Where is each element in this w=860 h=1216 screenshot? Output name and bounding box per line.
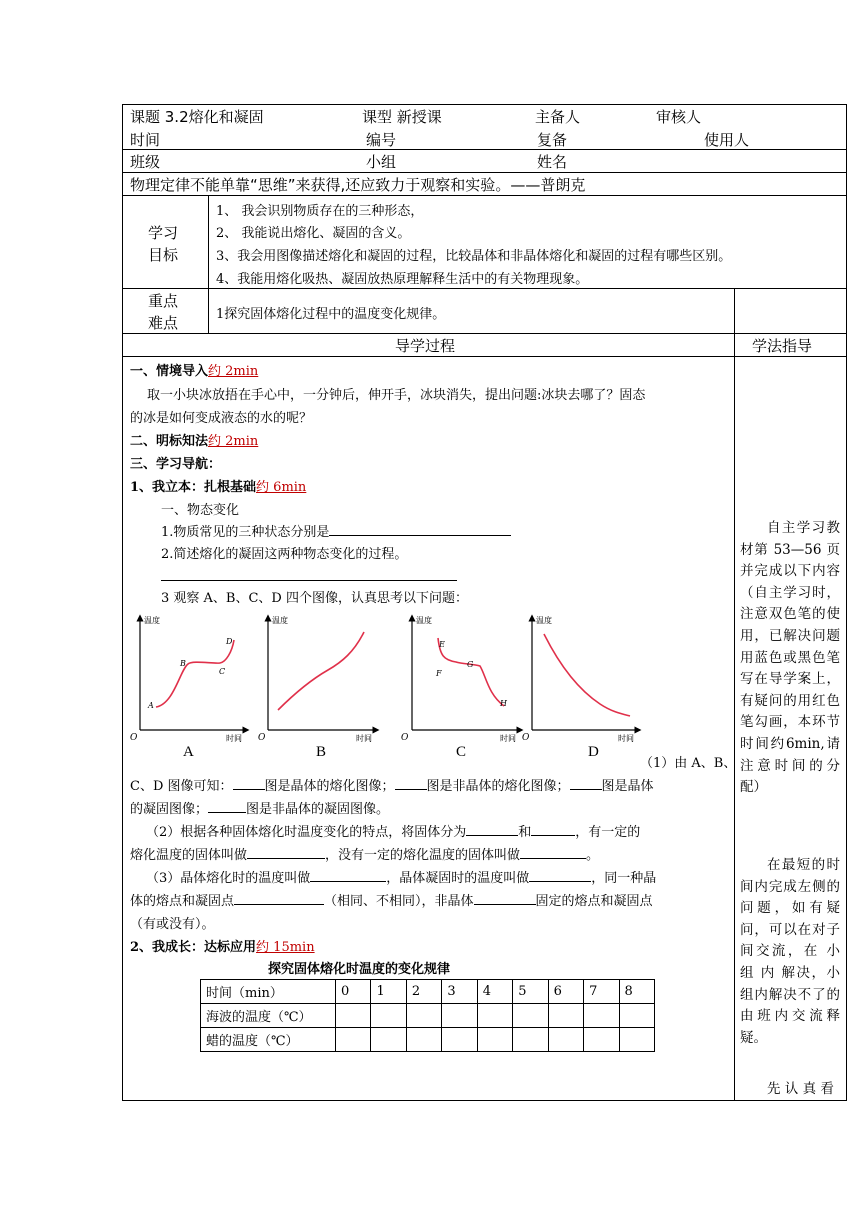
sidebar-guide-2: 在最短的时间内完成左侧的问题，如有疑问，可以在对子间交流，在 小 组 内 解决，小组内解决不了的由班内交流释疑。 [740, 857, 840, 1046]
table-cell[interactable] [336, 1028, 371, 1052]
q3-1-l2d: 图是晶体 [601, 779, 654, 794]
header-class: 班级 [130, 153, 161, 171]
answer-blank[interactable] [520, 858, 586, 859]
chart-d-ylabel: 温度 [536, 616, 552, 625]
table-cell[interactable] [406, 1004, 441, 1028]
section-apply-title: 2、我成长：达标应用 [130, 940, 257, 955]
answer-blank[interactable] [395, 789, 427, 790]
table-cell[interactable] [477, 1004, 512, 1028]
grid-sidebar-col [734, 288, 735, 1101]
table-cell[interactable] [477, 1028, 512, 1052]
q3-1-line3 [130, 798, 389, 817]
table-cell[interactable] [619, 1004, 655, 1028]
chart-c-point-e: E [439, 640, 445, 649]
table-header-cell: 2 [406, 980, 441, 1004]
q3-3-b: ，晶体凝固时的温度叫做 [386, 871, 530, 886]
q3-2-b: 和 [518, 825, 532, 840]
answer-blank[interactable] [208, 812, 246, 813]
table-header-cell: 时间（min） [201, 980, 336, 1004]
goals-label-1: 学习 [148, 224, 179, 242]
chart-c-point-h: H [500, 699, 507, 708]
grid-h3 [122, 195, 847, 196]
q3-1-l3b: 图是非晶体的凝固图像。 [246, 802, 390, 817]
section-nav: 三、学习导航： [130, 457, 222, 472]
table-cell[interactable] [336, 1004, 371, 1028]
header-author: 主备人 [535, 108, 581, 126]
table-cell[interactable] [548, 1004, 583, 1028]
answer-blank[interactable] [247, 858, 325, 859]
chart-d-origin: O [522, 733, 530, 743]
chart-b-caption: B [316, 744, 327, 760]
table-cell[interactable] [584, 1028, 619, 1052]
chart-d-curve [544, 634, 630, 716]
table-header-cell: 8 [619, 980, 655, 1004]
chart-c-point-f: F [436, 669, 442, 678]
q3-3-line1 [146, 867, 656, 886]
grid-left [122, 104, 123, 1101]
phase-charts [128, 612, 648, 762]
header-prep: 复备 [537, 131, 568, 149]
section-basics [130, 476, 306, 495]
table-header-cell: 4 [477, 980, 512, 1004]
goal-item-1: 1、 我会识别物质存在的三种形态， [216, 204, 424, 219]
grid-label-col [208, 195, 209, 334]
section-basics-time: 约 6min [256, 480, 307, 495]
intro-line-1: 取一小块冰放捂在手心中，一分钟后，伸开手，冰块消失，提出问题:冰块去哪了？固态 [147, 388, 646, 403]
section-goals [130, 430, 258, 449]
section-apply-time: 约 15min [256, 940, 315, 955]
answer-blank[interactable] [529, 881, 591, 882]
header-group: 小组 [366, 153, 397, 171]
key-label-1: 重点 [148, 292, 179, 310]
sidebar-guide-3: 先 认 真 看 [767, 1081, 834, 1097]
chart-c-xlabel: 时间 [500, 734, 516, 743]
table-row [201, 1028, 655, 1052]
section-intro-title: 一、情境导入 [130, 364, 209, 379]
chart-a-point-b: B [180, 659, 186, 668]
q3-3-line3: （有或没有）。 [130, 917, 215, 932]
chart-a-xlabel: 时间 [226, 734, 242, 743]
header-type: 课型 新授课 [362, 108, 442, 126]
section-basics-title: 1、我立本：扎根基础 [130, 480, 257, 495]
answer-line[interactable] [161, 580, 457, 581]
answer-blank[interactable] [233, 789, 265, 790]
answer-blank[interactable] [531, 835, 575, 836]
chart-a [130, 615, 246, 743]
table-header-cell: 6 [548, 980, 583, 1004]
table-row-label: 蜡的温度（℃） [201, 1028, 336, 1052]
grid-h4 [122, 288, 847, 289]
header-time: 时间 [130, 131, 161, 149]
q3-2-a: （2）根据各种固体熔化时温度变化的特点，将固体分为 [146, 825, 467, 840]
key-label-2: 难点 [148, 314, 179, 332]
grid-h6 [122, 356, 847, 357]
grid-h5 [122, 333, 847, 334]
answer-blank[interactable] [234, 904, 324, 905]
q3-2-e: ，没有一定的熔化温度的固体叫做 [325, 848, 521, 863]
chart-a-point-c: C [219, 667, 226, 676]
chart-c-origin: O [401, 733, 409, 743]
q3-3-line2 [130, 890, 653, 909]
table-cell[interactable] [619, 1028, 655, 1052]
chart-c-curve [438, 638, 504, 706]
q3-2-d: 熔化温度的固体叫做 [130, 848, 248, 863]
q3-3-c: ，同一种晶 [591, 871, 657, 886]
goal-item-2: 2、 我能说出熔化、凝固的含义。 [216, 226, 411, 241]
goal-item-4: 4、我能用熔化吸热、凝固放热原理解释生活中的有关物理现象。 [216, 272, 589, 287]
q3-1-line2 [130, 775, 654, 794]
q3-3-e: （相同、不相同），非晶体 [324, 894, 474, 909]
q3-1-l2a: C、D 图像可知： [130, 779, 233, 794]
chart-a-origin: O [130, 733, 138, 743]
chart-a-caption: A [183, 744, 194, 760]
chart-b-origin: O [258, 733, 266, 743]
q3-3-d: 体的熔点和凝固点 [130, 894, 235, 909]
chart-d-xlabel: 时间 [618, 734, 634, 743]
section-intro [130, 360, 258, 379]
table-cell[interactable] [442, 1004, 477, 1028]
chart-b [258, 615, 376, 743]
grid-right [846, 104, 847, 1101]
table-cell[interactable] [371, 1004, 406, 1028]
table-title: 探究固体熔化时温度的变化规律 [268, 962, 451, 977]
table-cell[interactable] [584, 1004, 619, 1028]
sidebar-guide-1: 自主学习教材第 53—56 页并完成以下内容 （自主学习时，注意双色笔的使用，已解决问题用蓝色或黑色笔写在导学案上，有疑问的用红色笔勾画，本环节时间约6min,请注意时间的分配） [740, 520, 840, 796]
process-heading: 导学过程 [395, 337, 456, 355]
question-1-text: 1.物质常见的三种状态分别是 [161, 525, 330, 540]
table-cell[interactable] [513, 1004, 548, 1028]
answer-blank[interactable] [310, 881, 386, 882]
header-reviewer: 审核人 [656, 108, 702, 126]
guide-heading: 学法指导 [752, 337, 813, 355]
question-3: 3 观察 A、B、C、D 四个图像，认真思考以下问题： [161, 591, 468, 606]
table-row [201, 1004, 655, 1028]
q3-2-line1 [146, 821, 640, 840]
q3-2-f: 。 [586, 848, 600, 863]
table-cell[interactable] [371, 1028, 406, 1052]
data-table [200, 979, 655, 1052]
q3-1-l3a: 的凝固图像； [130, 802, 209, 817]
q3-1-l2c: 图是非晶体的熔化图像； [426, 779, 570, 794]
subsection-title: 一、物态变化 [161, 503, 240, 518]
chart-b-xlabel: 时间 [356, 734, 372, 743]
chart-c-ylabel: 温度 [416, 616, 432, 625]
q3-1-start: （1）由 A、B、 [640, 756, 737, 771]
table-header-row [201, 980, 655, 1004]
chart-b-ylabel: 温度 [272, 616, 288, 625]
question-2: 2.简述熔化的凝固这两种物态变化的过程。 [161, 547, 408, 562]
q3-3-a: （3）晶体熔化时的温度叫做 [146, 871, 311, 886]
table-header-cell: 3 [442, 980, 477, 1004]
question-1 [161, 521, 511, 540]
table-row-label: 海波的温度（℃） [201, 1004, 336, 1028]
chart-d-caption: D [588, 744, 599, 760]
answer-blank[interactable] [474, 904, 536, 905]
table-cell[interactable] [513, 1028, 548, 1052]
grid-h2 [122, 172, 847, 173]
goal-item-3: 3、我会用图像描述熔化和凝固的过程，比较晶体和非晶体熔化和凝固的过程有哪些区别。 [216, 249, 732, 264]
chart-c-point-g: G [467, 660, 474, 669]
chart-b-curve [278, 632, 364, 710]
table-header-cell: 0 [336, 980, 371, 1004]
section-goals-title: 二、明标知法 [130, 434, 209, 449]
q3-3-f: 固定的熔点和凝固点 [535, 894, 653, 909]
section-goals-time: 约 2min [208, 434, 259, 449]
chart-a-point-a: A [148, 701, 154, 710]
answer-blank[interactable] [570, 789, 602, 790]
key-text: 1探究固体熔化过程中的温度变化规律。 [216, 307, 446, 322]
grid-bottom [122, 1100, 847, 1101]
header-topic: 课题 3.2熔化和凝固 [130, 108, 264, 126]
q3-2-c: ，有一定的 [575, 825, 641, 840]
q3-2-line2 [130, 844, 599, 863]
chart-a-ylabel: 温度 [144, 616, 160, 625]
answer-blank[interactable] [329, 535, 511, 536]
intro-line-2: 的冰是如何变成液态的水的呢？ [130, 411, 313, 426]
table-cell[interactable] [548, 1028, 583, 1052]
table-header-cell: 7 [584, 980, 619, 1004]
table-cell[interactable] [406, 1028, 441, 1052]
chart-c-caption: C [456, 744, 467, 760]
chart-a-point-d: D [226, 637, 233, 646]
table-header-cell: 5 [513, 980, 548, 1004]
header-number: 编号 [366, 131, 397, 149]
section-intro-time: 约 2min [208, 364, 259, 379]
chart-d [522, 615, 638, 743]
header-quote: 物理定律不能单靠“思维”来获得,还应致力于观察和实验。——普朗克 [130, 176, 586, 194]
grid-top [122, 104, 847, 105]
table-header-cell: 1 [371, 980, 406, 1004]
header-name: 姓名 [537, 153, 568, 171]
goals-label-2: 目标 [148, 246, 179, 264]
q3-1-l2b: 图是晶体的熔化图像； [264, 779, 395, 794]
answer-blank[interactable] [466, 835, 518, 836]
section-apply [130, 936, 315, 955]
table-cell[interactable] [442, 1028, 477, 1052]
header-user: 使用人 [704, 131, 750, 149]
chart-c [401, 615, 520, 743]
